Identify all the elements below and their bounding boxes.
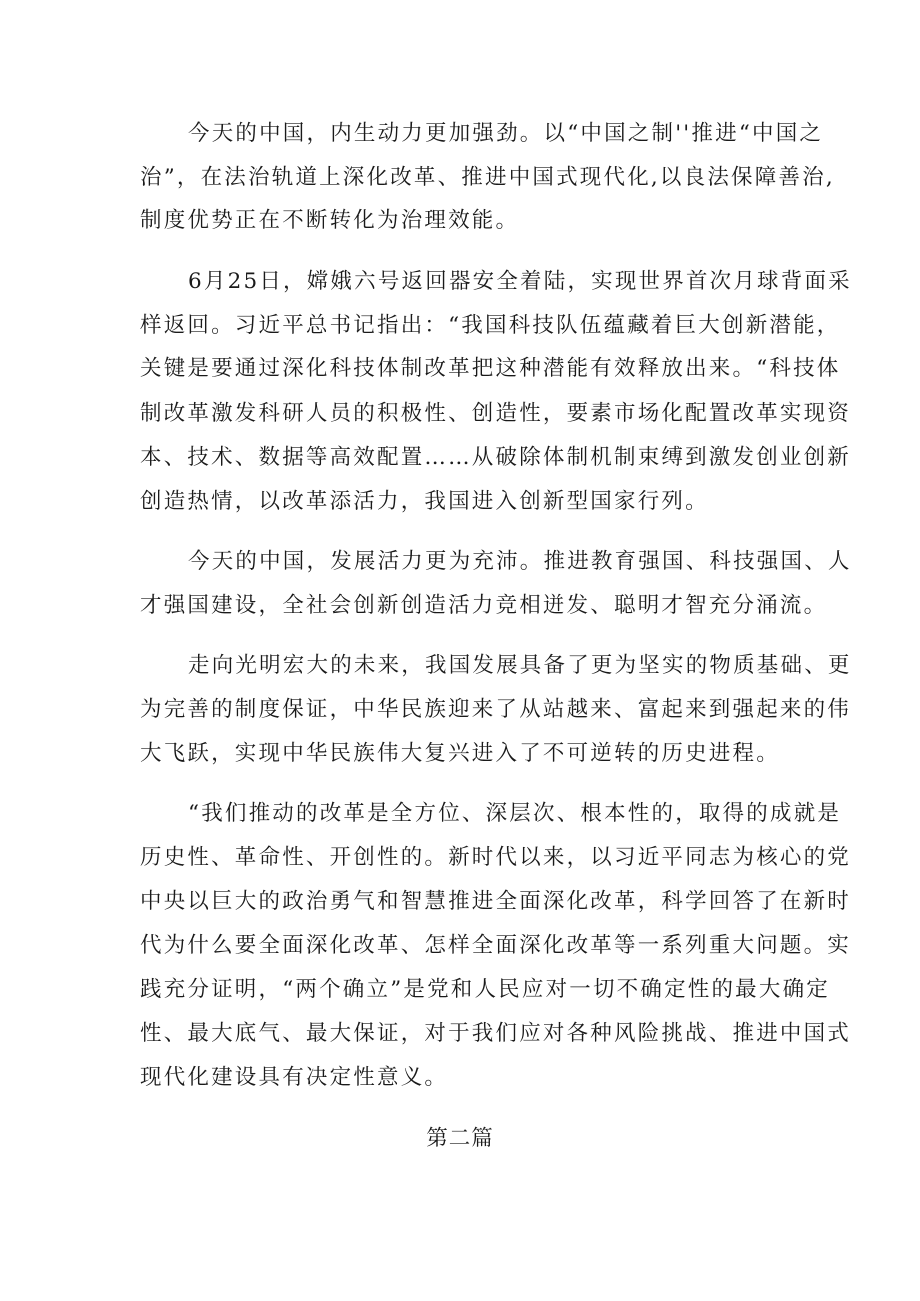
- paragraph-1-line-1: 今天的中国，内生动力更加强劲。以“中国之制''推进“中国之: [188, 121, 824, 146]
- section-heading: 第二篇: [426, 1126, 494, 1151]
- paragraph-5-line-1: “我们推动的改革是全方位、深层次、根本性的，取得的成就是: [188, 801, 842, 826]
- paragraph-5-line-2: 历史性、革命性、开创性的。新时代以来，以习近平同志为核心的党: [140, 845, 852, 870]
- paragraph-2-line-2: 样返回。习近平总书记指出：“我国科技队伍蕴藏着巨大创新潜能，: [140, 313, 841, 338]
- paragraph-2-line-1: 6月25日，嫦娥六号返回器安全着陆，实现世界首次月球背面采: [188, 269, 852, 294]
- paragraph-2-line-5: 本、技术、数据等高效配置……从破除体制机制束缚到激发创业创新: [140, 445, 852, 470]
- paragraph-3-line-2: 才强国建设，全社会创新创造活力竞相迸发、聪明才智充分涌流。: [140, 593, 828, 618]
- paragraph-3-line-1: 今天的中国，发展活力更为充沛。推进教育强国、科技强国、人: [188, 549, 852, 574]
- paragraph-4-line-2: 为完善的制度保证，中华民族迎来了从站越来、富起来到强起来的伟: [140, 697, 852, 722]
- paragraph-2-line-3: 关键是要通过深化科技体制改革把这种潜能有效释放出来。“科技体: [140, 356, 841, 381]
- paragraph-4-line-3: 大飞跃，实现中华民族伟大复兴进入了不可逆转的历史进程。: [140, 741, 780, 766]
- paragraph-5-line-4: 代为什么要全面深化改革、怎样全面深化改革等一系列重大问题。实: [140, 933, 852, 958]
- paragraph-5-line-6: 性、最大底气、最大保证，对于我们应对各种风险挑战、推进中国式: [140, 1021, 852, 1046]
- paragraph-5-line-3: 中央以巨大的政治勇气和智慧推进全面深化改革，科学回答了在新时: [140, 889, 852, 914]
- paragraph-1-line-2: 治”，在法治轨道上深化改革、推进中国式现代化,以良法保障善治,: [140, 165, 835, 190]
- paragraph-1-line-3: 制度优势正在不断转化为治理效能。: [140, 208, 520, 233]
- paragraph-5-line-7: 现代化建设具有决定性意义。: [140, 1065, 449, 1090]
- paragraph-5-line-5: 践充分证明，“两个确立”是党和人民应对一切不确定性的最大确定: [140, 977, 830, 1002]
- paragraph-4-line-1: 走向光明宏大的未来，我国发展具备了更为坚实的物质基础、更: [188, 653, 852, 678]
- paragraph-2-line-4: 制改革激发科研人员的积极性、创造性，要素市场化配置改革实现资: [140, 401, 852, 426]
- paragraph-2-line-6: 创造热情，以改革添活力，我国进入创新型国家行列。: [140, 489, 709, 514]
